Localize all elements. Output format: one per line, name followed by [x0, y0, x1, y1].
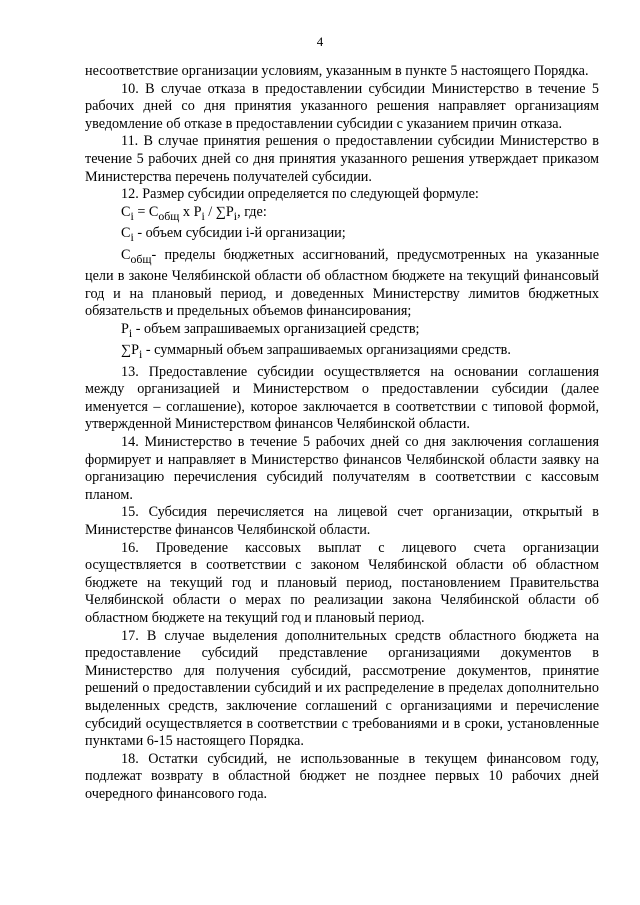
definition-ci: $C_i$ - объем субсидии i-й организации; [121, 225, 346, 244]
definition-pi: $P_i$ - объем запрашиваемых организацией средств; [121, 320, 420, 340]
paragraph-14: 14. Министерство в течение 5 рабочих дней со дня заключения соглашения формирует и направляет в Министерство финансов Челябинской области заявку на организацию перечисления субсидий получателям в соответствии с кассовым планом. [85, 434, 599, 503]
formula: $C_i = C_{общ}$ x $P_i / \sum P_i$, где: [121, 203, 267, 223]
paragraph-18: 18. Остатки субсидий, не использованные в текущем финансовом году, подлежат возврату в областной бюджет не позднее первых 10 рабочих дней очередного финансового года. [85, 750, 599, 802]
paragraph-10: 10. В случае отказа в предоставлении субсидии Министерство в течение 5 рабочих дней со дня принятия указанного решения направляет организациям уведомление об отказе в предоставлении субсидии с указанием причин отказа. [85, 80, 599, 132]
definition-sum-pi: $\sum P_i$ - суммарный объем запрашиваемых организациями средств. [121, 342, 511, 362]
document-body [85, 63, 599, 803]
paragraph-continuation: несоответствие организации условиям, указанным в пункте 5 настоящего Порядка. [85, 63, 589, 79]
paragraph-15: 15. Субсидия перечисляется на лицевой счет организации, открытый в Министерстве финансов Челябинской области. [85, 504, 599, 538]
paragraph-16: 16. Проведение кассовых выплат с лицевого счета организации осуществляется в соответствии с законом Челябинской области об областном бюджете на текущий год и плановый период, постановлением Правительства Челябинской области о мерах по реализации закона Челябинской области об областном бюджете на текущий год и плановый период. [85, 539, 599, 626]
paragraph-13: 13. Предоставление субсидии осуществляется на основании соглашения между организацией и Министерством о предоставлении субсидии (далее именуется – соглашение), которое заключается в соответствии с типовой формой, утвержденной Министерством финансов Челябинской области. [85, 363, 599, 433]
paragraph-11: 11. В случае принятия решения о предоставлении субсидии Министерство в течение 5 рабочих дней со дня принятия указанного решения утверждает приказом Министерства перечень получателей субсидии. [85, 133, 599, 185]
paragraph-12: 12. Размер субсидии определяется по следующей формуле: [121, 186, 479, 203]
page-number: 4 [316, 34, 324, 49]
definition-cobsh: $C_{общ}-$ пределы бюджетных ассигнований, предусмотренных на указанные цели в законе Челябинской области об областном бюджете на текущий финансовый год и на плановый период, и доведенных Министерству лимитов бюджетных обязательств и предельных объемов финансирования; [85, 246, 599, 320]
paragraph-17: 17. В случае выделения дополнительных средств областного бюджета на предоставление субсидий представление организациями документов в Министерство для получения субсидий, рассмотрение документов, принятие решений о предоставлении субсидий и их распределение в пределах дополнительно выделенных средств, заключение соглашений с организациями и перечисление субсидий осуществляется в соответствии с требованиями и в сроки, установленные пунктами 6-15 настоящего Порядка. [85, 627, 599, 750]
